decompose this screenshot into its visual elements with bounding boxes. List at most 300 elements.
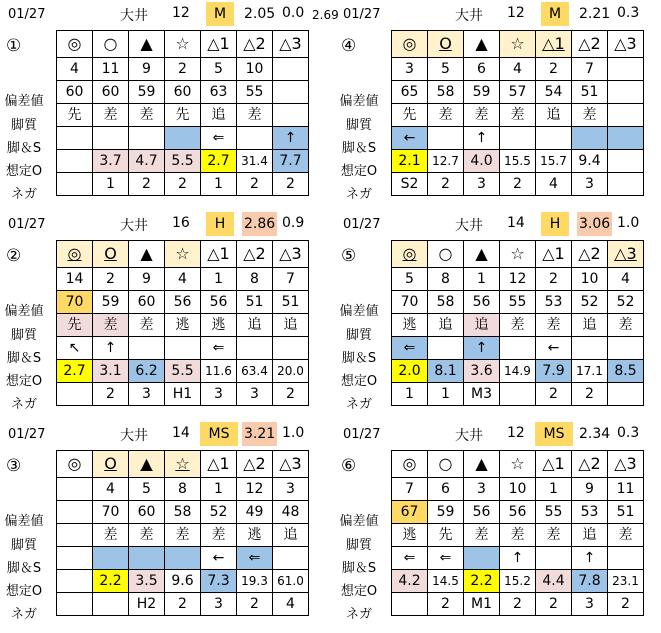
nega-cell: 2 [273,173,309,196]
row-label: 脚＆S [6,141,42,156]
nega-cell: 2 [129,173,165,196]
arrow-cell [500,337,536,360]
nega-cell: 3 [201,383,237,406]
horses-cell: 2 [165,58,201,81]
row-label: 脚＆S [341,141,377,156]
arrow-cell: ↑ [464,337,500,360]
mark-cell: △1 [536,31,572,58]
row-label: 想定O [5,164,43,179]
odds-cell: 23.1 [608,570,644,593]
row-label: 脚＆S [6,351,42,366]
score-cell: 49 [237,501,273,524]
score-cell: 70 [57,291,93,314]
mark-cell: △1 [201,31,237,58]
style-cell: 差 [129,524,165,547]
mark-cell: ☆ [500,241,536,268]
index-value-1: 3.21 [242,422,277,446]
nega-cell: 2 [237,173,273,196]
horses-cell: 9 [129,268,165,291]
score-cell: 58 [428,81,464,104]
mark-cell: ☆ [165,31,201,58]
row-label: 脚＆S [341,561,377,576]
mark-cell: ◎ [57,31,93,58]
grade-badge: MS [200,422,238,446]
index-value-3: 2.69 [312,8,339,22]
odds-cell [57,570,93,593]
nega-cell [500,383,536,406]
nega-cell: H1 [165,383,201,406]
mark-cell: △3 [608,241,644,268]
style-cell: 差 [129,314,165,337]
index-value-1: 3.06 [577,212,612,236]
arrow-cell: ↑ [500,547,536,570]
style-cell: 差 [500,104,536,127]
horses-cell: 14 [57,268,93,291]
mark-cell: △1 [536,241,572,268]
row-label: 偏差値 [4,304,44,319]
style-cell: 差 [93,314,129,337]
index-value-2: 0.3 [617,425,640,441]
index-value-1: 2.86 [242,212,277,236]
arrow-cell: ← [201,547,237,570]
style-cell: 先 [57,104,93,127]
score-cell: 60 [93,81,129,104]
nega-cell: 4 [273,593,309,616]
odds-cell: 6.2 [129,360,165,383]
odds-cell: 12.7 [428,150,464,173]
nega-cell: M1 [464,593,500,616]
race-number: ① [6,36,22,56]
row-label: 脚＆S [341,351,377,366]
odds-cell: 15.7 [536,150,572,173]
score-cell: 59 [464,81,500,104]
arrow-cell [273,337,309,360]
mark-cell: △1 [201,241,237,268]
odds-cell: 8.5 [608,360,644,383]
odds-cell: 2.2 [464,570,500,593]
nega-cell: 3 [237,383,273,406]
odds-cell: 63.4 [237,360,273,383]
odds-cell: 2.2 [93,570,129,593]
style-cell [608,104,644,127]
odds-cell: 9.4 [572,150,608,173]
venue-name: 大井 [120,8,148,24]
horses-cell [273,58,309,81]
odds-cell: 5.5 [165,360,201,383]
mark-cell: ▲ [129,31,165,58]
style-cell: 追 [201,104,237,127]
nega-cell: 2 [237,593,273,616]
odds-cell [57,150,93,173]
score-cell [608,81,644,104]
row-label: 想定O [340,374,378,389]
score-cell: 59 [93,291,129,314]
nega-cell: 4 [536,173,572,196]
style-cell: 追 [572,314,608,337]
horses-cell: 8 [237,268,273,291]
style-cell: 追 [572,524,608,547]
score-cell: 56 [464,291,500,314]
arrow-cell: ← [392,127,428,150]
horses-cell: 11 [93,58,129,81]
style-cell: 先 [428,524,464,547]
mark-cell: ◎ [392,241,428,268]
arrow-cell [608,547,644,570]
row-label: 脚質 [345,328,372,343]
score-cell: 48 [273,501,309,524]
mark-cell: △3 [608,31,644,58]
horses-cell: 1 [201,478,237,501]
arrow-cell: ⇐ [237,547,273,570]
nega-cell [57,173,93,196]
odds-cell: 7.3 [201,570,237,593]
style-cell: 逃 [201,314,237,337]
odds-cell: 31.4 [237,150,273,173]
row-label: ネガ [345,187,372,202]
score-cell: 56 [201,291,237,314]
race-header [0,0,339,28]
arrow-cell: ← [536,337,572,360]
race-number: ② [6,246,22,266]
index-value-2: 0.0 [282,5,305,21]
score-cell: 51 [273,291,309,314]
mark-cell: ☆ [165,241,201,268]
odds-cell: 15.2 [500,570,536,593]
horses-cell: 3 [273,478,309,501]
horses-cell: 2 [536,268,572,291]
row-label: 脚＆S [6,561,42,576]
odds-cell: 5.5 [165,150,201,173]
race-panel [335,0,661,205]
horses-cell: 4 [500,58,536,81]
arrow-cell: ⇐ [392,547,428,570]
score-cell: 55 [237,81,273,104]
mark-cell: △1 [536,451,572,478]
venue-name: 大井 [455,8,483,24]
arrow-cell [464,547,500,570]
style-cell: 差 [608,524,644,547]
horses-cell: 3 [464,478,500,501]
prediction-grid [56,240,309,406]
score-cell: 53 [536,291,572,314]
style-cell: 追 [237,314,273,337]
race-header [335,210,661,238]
score-cell: 56 [165,291,201,314]
style-cell: 差 [572,104,608,127]
score-cell: 63 [201,81,237,104]
mark-cell: △3 [273,31,309,58]
odds-cell: 8.1 [428,360,464,383]
style-cell: 追 [273,314,309,337]
arrow-cell [608,337,644,360]
score-cell: 51 [237,291,273,314]
row-label: ネガ [345,607,372,622]
horses-cell: 1 [464,268,500,291]
style-cell: 差 [500,314,536,337]
style-cell: 差 [608,314,644,337]
score-cell: 60 [129,501,165,524]
race-panel [0,420,326,625]
horses-cell: 4 [57,58,93,81]
odds-cell: 2.1 [392,150,428,173]
nega-cell: 2 [428,593,464,616]
score-cell: 51 [572,81,608,104]
horses-cell: 10 [572,268,608,291]
odds-cell: 4.7 [129,150,165,173]
race-header [335,0,661,28]
horses-cell: 7 [572,58,608,81]
arrow-cell: ↖ [57,337,93,360]
odds-cell: 2.7 [57,360,93,383]
mark-cell: ▲ [464,31,500,58]
row-label: 偏差値 [339,514,379,529]
odds-cell: 4.0 [464,150,500,173]
arrow-cell [129,127,165,150]
nega-cell: 3 [572,593,608,616]
row-label: 脚質 [10,118,37,133]
arrow-cell: ↑ [273,127,309,150]
row-label: 偏差値 [339,304,379,319]
horses-cell: 7 [392,478,428,501]
mark-cell: ▲ [464,451,500,478]
race-header [0,420,326,448]
race-header [335,420,661,448]
arrow-cell [536,547,572,570]
field-size: 14 [172,425,190,441]
race-number: ④ [341,36,357,56]
odds-cell [608,150,644,173]
nega-cell [608,173,644,196]
nega-cell: 3 [464,173,500,196]
horses-cell: 5 [428,58,464,81]
mark-cell: ▲ [129,241,165,268]
mark-cell: △2 [572,31,608,58]
nega-cell: 3 [129,383,165,406]
style-cell [57,524,93,547]
arrow-cell: ⇐ [201,337,237,360]
row-label: 脚質 [345,118,372,133]
score-cell: 52 [201,501,237,524]
odds-cell: 7.7 [273,150,309,173]
nega-cell: 2 [93,383,129,406]
score-cell: 55 [536,501,572,524]
prediction-grid [56,450,309,616]
venue-name: 大井 [120,218,148,234]
odds-cell: 14.5 [428,570,464,593]
horses-cell: 9 [572,478,608,501]
odds-cell: 9.6 [165,570,201,593]
horses-cell: 12 [237,478,273,501]
odds-cell: 2.0 [392,360,428,383]
odds-cell: 3.6 [464,360,500,383]
nega-cell: 1 [93,173,129,196]
style-cell: 差 [536,314,572,337]
mark-cell: △1 [201,451,237,478]
race-number: ③ [6,456,22,476]
odds-cell: 20.0 [273,360,309,383]
horses-cell: 5 [201,58,237,81]
horses-cell: 10 [237,58,273,81]
mark-cell: △3 [273,451,309,478]
race-panel [335,210,661,415]
arrow-cell [572,337,608,360]
score-cell: 59 [129,81,165,104]
mark-cell: △2 [237,451,273,478]
nega-cell: 2 [536,383,572,406]
style-cell: 先 [165,104,201,127]
horses-cell: 3 [392,58,428,81]
style-cell: 先 [392,104,428,127]
row-label: ネガ [10,187,37,202]
index-value-2: 0.3 [617,5,640,21]
row-label: ネガ [10,397,37,412]
mark-cell: ◎ [392,451,428,478]
score-cell: 52 [572,291,608,314]
grade-badge: H [541,212,569,236]
index-value-2: 1.0 [617,215,640,231]
score-cell: 57 [500,81,536,104]
style-cell: 差 [201,524,237,547]
nega-cell: 1 [428,383,464,406]
arrow-cell: ↑ [572,547,608,570]
odds-cell: 2.7 [201,150,237,173]
horses-cell: 1 [536,478,572,501]
race-date: 01/27 [8,7,46,22]
horses-cell: 12 [500,268,536,291]
horses-cell: 8 [165,478,201,501]
style-cell: 差 [165,524,201,547]
horses-cell: 2 [93,268,129,291]
horses-cell: 10 [500,478,536,501]
race-panel [0,0,339,205]
grade-badge: H [206,212,234,236]
mark-cell: ☆ [165,451,201,478]
style-cell [273,104,309,127]
odds-cell: 61.0 [273,570,309,593]
arrow-cell: ⇐ [392,337,428,360]
grade-badge: M [206,2,234,26]
nega-cell: 2 [165,593,201,616]
nega-cell: 1 [201,173,237,196]
style-cell: 差 [500,524,536,547]
mark-cell: △2 [237,31,273,58]
odds-cell: 19.3 [237,570,273,593]
race-header [0,210,326,238]
score-cell: 55 [500,291,536,314]
mark-cell: ○ [93,31,129,58]
odds-cell: 11.6 [201,360,237,383]
race-date: 01/27 [343,427,381,442]
arrow-cell [428,337,464,360]
arrow-cell [237,127,273,150]
arrow-cell [572,127,608,150]
style-cell: 追 [536,104,572,127]
race-date: 01/27 [343,217,381,232]
odds-cell: 3.1 [93,360,129,383]
mark-cell: ○ [428,241,464,268]
arrow-cell [536,127,572,150]
field-size: 12 [507,5,525,21]
field-size: 14 [507,215,525,231]
arrow-cell: ↑ [464,127,500,150]
field-size: 16 [172,215,190,231]
nega-cell: 2 [165,173,201,196]
score-cell: 70 [93,501,129,524]
mark-cell: ▲ [464,241,500,268]
row-label: 偏差値 [339,94,379,109]
race-panel [335,420,661,625]
row-label: 想定O [5,584,43,599]
horses-cell: 7 [273,268,309,291]
style-cell: 逃 [165,314,201,337]
prediction-grid [391,450,644,616]
race-date: 01/27 [8,217,46,232]
score-cell: 54 [536,81,572,104]
nega-cell: 2 [500,593,536,616]
nega-cell [57,593,93,616]
nega-cell: 1 [392,383,428,406]
style-cell: 逃 [392,314,428,337]
odds-cell: 3.5 [129,570,165,593]
arrow-cell [165,127,201,150]
nega-cell [392,593,428,616]
field-size: 12 [507,425,525,441]
arrow-cell [93,127,129,150]
arrow-cell [129,547,165,570]
nega-cell: 2 [536,593,572,616]
horses-cell [57,478,93,501]
mark-cell: ☆ [500,451,536,478]
horses-cell: 9 [129,58,165,81]
style-cell: 先 [57,314,93,337]
style-cell: 差 [464,104,500,127]
nega-cell: S2 [392,173,428,196]
grade-badge: M [541,2,569,26]
score-cell: 51 [608,501,644,524]
row-label: 偏差値 [4,94,44,109]
odds-cell: 15.5 [500,150,536,173]
style-cell: 差 [237,104,273,127]
arrow-cell [165,547,201,570]
horses-cell: 4 [93,478,129,501]
mark-cell: △2 [572,451,608,478]
style-cell: 差 [464,524,500,547]
row-label: 偏差値 [4,514,44,529]
horses-cell: 2 [536,58,572,81]
row-label: 脚質 [10,538,37,553]
horses-cell: 6 [428,478,464,501]
mark-cell: △2 [237,241,273,268]
score-cell: 70 [392,291,428,314]
arrow-cell [237,337,273,360]
row-label: 想定O [340,584,378,599]
nega-cell: 2 [273,383,309,406]
score-cell: 56 [500,501,536,524]
score-cell: 60 [57,81,93,104]
nega-cell [93,593,129,616]
arrow-cell [57,127,93,150]
score-cell: 67 [392,501,428,524]
score-cell: 65 [392,81,428,104]
arrow-cell: ↑ [93,337,129,360]
style-cell: 追 [273,524,309,547]
odds-cell: 4.4 [536,570,572,593]
field-size: 12 [172,5,190,21]
horses-cell: 5 [129,478,165,501]
horses-cell: 4 [608,268,644,291]
row-label: 想定O [340,164,378,179]
score-cell: 59 [428,501,464,524]
